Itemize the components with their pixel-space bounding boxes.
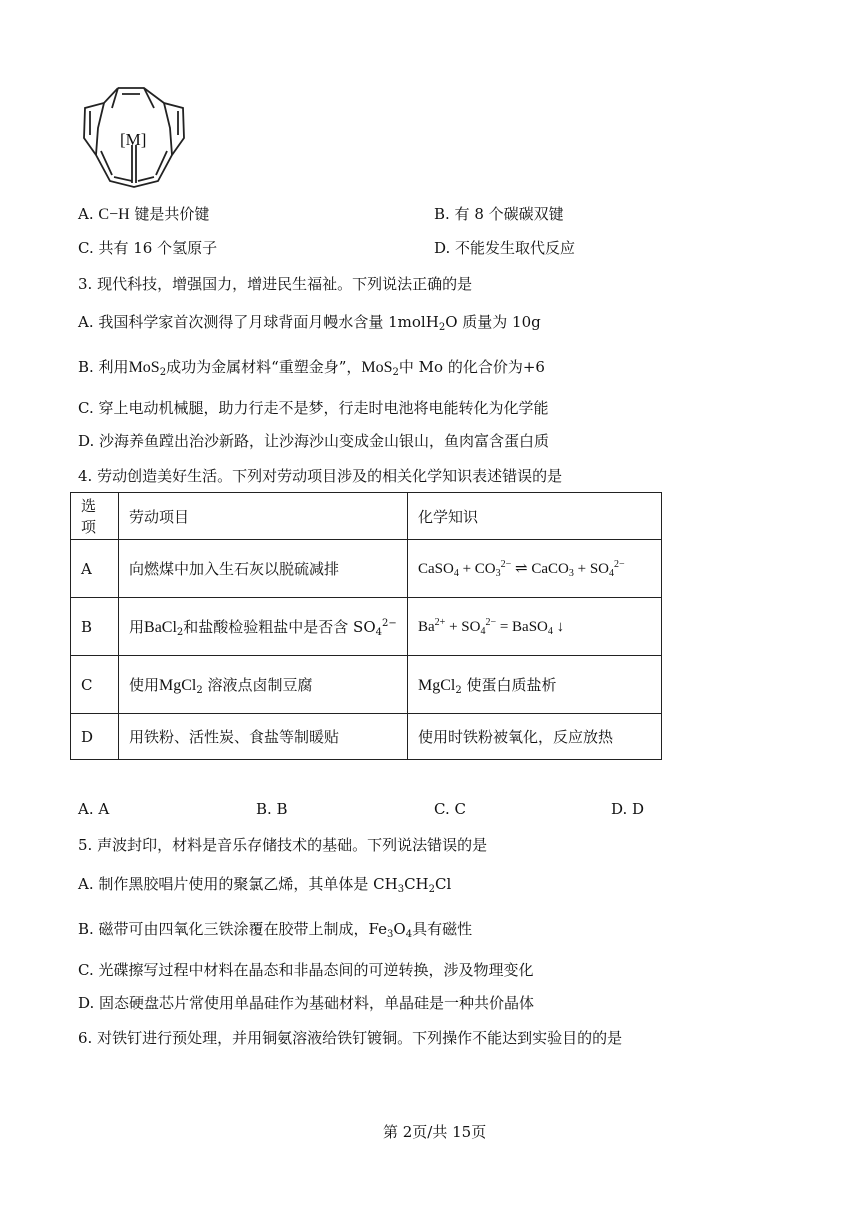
row-c-knowledge xyxy=(408,656,662,714)
eqA-s1: 4 xyxy=(453,567,459,579)
q2-option-d: D. 不能发生取代反应 xyxy=(434,239,576,257)
row-c-k-sub: 2 xyxy=(455,684,462,696)
q5-b-post: 具有磁性 xyxy=(412,920,473,938)
q5-b-s2: 4 xyxy=(405,929,413,940)
eqA-s2: 3 xyxy=(495,567,501,579)
row-d-knowledge: 使用时铁粉被氧化，反应放热 xyxy=(408,714,662,760)
eqA-p3: CaCO xyxy=(531,560,569,577)
q5-a-post: Cl xyxy=(435,875,452,893)
q4-answer-b: B. B xyxy=(256,800,288,818)
q6-stem: 6. 对铁钉进行预处理，并用铜氨溶液给铁钉镀铜。下列操作不能达到实验目的的是 xyxy=(78,1029,623,1047)
q5-a-pre: A. 制作黑胶唱片使用的聚氯乙烯，其单体是 CH xyxy=(78,875,398,893)
table-header-row xyxy=(71,493,662,540)
table-row xyxy=(71,714,662,760)
q3-a-sub: 2 xyxy=(438,322,446,333)
q5-a-s2: 2 xyxy=(428,884,436,895)
q5-b-pre: B. 磁带可由四氧化三铁涂覆在胶带上制成，Fe xyxy=(78,920,388,938)
q2-option-a-bond: C−H xyxy=(98,206,130,223)
row-d-project: 用铁粉、活性炭、食盐等制暖贴 xyxy=(119,714,408,760)
q3-option-a xyxy=(78,311,541,333)
q3-option-c: C. 穿上电动机械腿，助力行走不是梦，行走时电池将电能转化为化学能 xyxy=(78,399,549,417)
q5-b-s1: 3 xyxy=(387,929,394,940)
q3-option-d: D. 沙海养鱼蹚出治沙新路，让沙海沙山变成金山银山，鱼肉富含蛋白质 xyxy=(78,432,550,450)
q2-option-c: C. 共有 16 个氢原子 xyxy=(78,239,218,257)
q5-option-a xyxy=(78,873,451,895)
q3-b-mos: MoS xyxy=(128,359,160,376)
q5-b-mid: O xyxy=(393,920,406,938)
q5-option-b xyxy=(78,918,472,940)
q3-b-sub2: 2 xyxy=(392,367,399,378)
row-a-option: A xyxy=(71,540,119,598)
eqA-u4: 2− xyxy=(614,558,625,570)
table-row xyxy=(71,540,662,598)
eqA-p2: + CO xyxy=(458,560,496,577)
q3-stem: 3. 现代科技，增强国力，增进民生福祉。下列说法正确的是 xyxy=(78,275,473,293)
row-d-option: D xyxy=(71,714,119,760)
page-footer: 第 2页/共 15页 xyxy=(383,1123,487,1141)
q3-b-pre: B. 利用 xyxy=(78,358,129,376)
row-b-sub2: 4 xyxy=(375,626,382,638)
q2-option-b: B. 有 8 个碳碳双键 xyxy=(434,205,564,223)
row-b-pre: 用 xyxy=(129,617,145,636)
row-b-chem: BaCl xyxy=(144,618,177,636)
q2-option-a-text: 键是共价键 xyxy=(134,205,210,223)
eqB-p2: + SO xyxy=(445,618,481,635)
table-row xyxy=(71,598,662,656)
metal-center-label: [M] xyxy=(120,130,147,149)
eqA-u2: 2− xyxy=(500,558,512,570)
row-b-sub: 2 xyxy=(176,626,184,638)
header-labor-project: 劳动项目 xyxy=(119,493,408,540)
row-c-post: 溶液点卤制豆腐 xyxy=(202,675,313,694)
eqA-p1: CaSO xyxy=(418,560,454,577)
row-c-k-chem: MgCl xyxy=(418,676,456,694)
q3-b-mid: 成功为金属材料“重塑金身”， xyxy=(166,358,362,376)
row-c-sub: 2 xyxy=(196,684,203,696)
row-c-k-post: 使蛋白质盐析 xyxy=(461,675,557,694)
table-row xyxy=(71,656,662,714)
row-a-knowledge xyxy=(408,540,662,598)
row-c-project xyxy=(119,656,408,714)
q3-b-mos2: MoS xyxy=(361,359,393,376)
q3-a-post: O 质量为 10g xyxy=(445,313,541,331)
row-a-project: 向燃煤中加入生石灰以脱硫减排 xyxy=(119,540,408,598)
eqA-s4: 4 xyxy=(609,567,614,579)
organometallic-structure-diagram xyxy=(76,83,192,195)
eqB-u2: 2− xyxy=(485,616,497,628)
q4-answer-a: A. A xyxy=(78,800,110,818)
eqB-p1: Ba xyxy=(418,618,435,635)
header-chemical-knowledge: 化学知识 xyxy=(408,493,662,540)
row-b-knowledge xyxy=(408,598,662,656)
q5-option-d: D. 固态硬盘芯片常使用单晶硅作为基础材料，单晶硅是一种共价晶体 xyxy=(78,994,535,1012)
q3-a-pre: A. 我国科学家首次测得了月球背面月幔水含量 1molH xyxy=(78,313,439,331)
eqA-s3: 3 xyxy=(568,567,574,579)
eqA-p4: + SO xyxy=(573,560,609,577)
row-b-post: 和盐酸检验粗盐中是否含 SO xyxy=(183,617,376,636)
eqB-p4: ↓ xyxy=(552,618,565,635)
row-b-project xyxy=(119,598,408,656)
q4-answer-d: D. D xyxy=(611,800,645,818)
q5-a-s1: 3 xyxy=(397,884,405,895)
row-c-pre: 使用 xyxy=(129,675,160,694)
q4-table xyxy=(70,492,662,760)
q5-option-c: C. 光碟擦写过程中材料在晶态和非晶态间的可逆转换，涉及物理变化 xyxy=(78,961,534,979)
q2-option-a xyxy=(78,203,209,224)
eqA-arrow: ⇌ xyxy=(511,560,532,577)
q5-stem: 5. 声波封印，材料是音乐存储技术的基础。下列说法错误的是 xyxy=(78,836,488,854)
q4-answer-c: C. C xyxy=(434,800,466,818)
row-c-option: C xyxy=(71,656,119,714)
row-b-sup2: 2− xyxy=(382,617,397,629)
q3-b-sub: 2 xyxy=(159,367,167,378)
q2-option-a-label: A. xyxy=(78,205,94,223)
eqB-u1: 2+ xyxy=(434,616,446,628)
q3-b-post: 中 Mo 的化合价为+6 xyxy=(398,358,545,376)
header-option: 选项 xyxy=(71,493,119,540)
eqB-s3: 4 xyxy=(547,625,553,637)
eqB-p3: = BaSO xyxy=(496,618,548,635)
q4-stem: 4. 劳动创造美好生活。下列对劳动项目涉及的相关化学知识表述错误的是 xyxy=(78,467,563,485)
row-b-option: B xyxy=(71,598,119,656)
eqB-s2: 4 xyxy=(480,625,486,637)
row-c-chem: MgCl xyxy=(159,676,197,694)
q5-a-mid: CH xyxy=(404,875,429,893)
q3-option-b xyxy=(78,356,545,378)
